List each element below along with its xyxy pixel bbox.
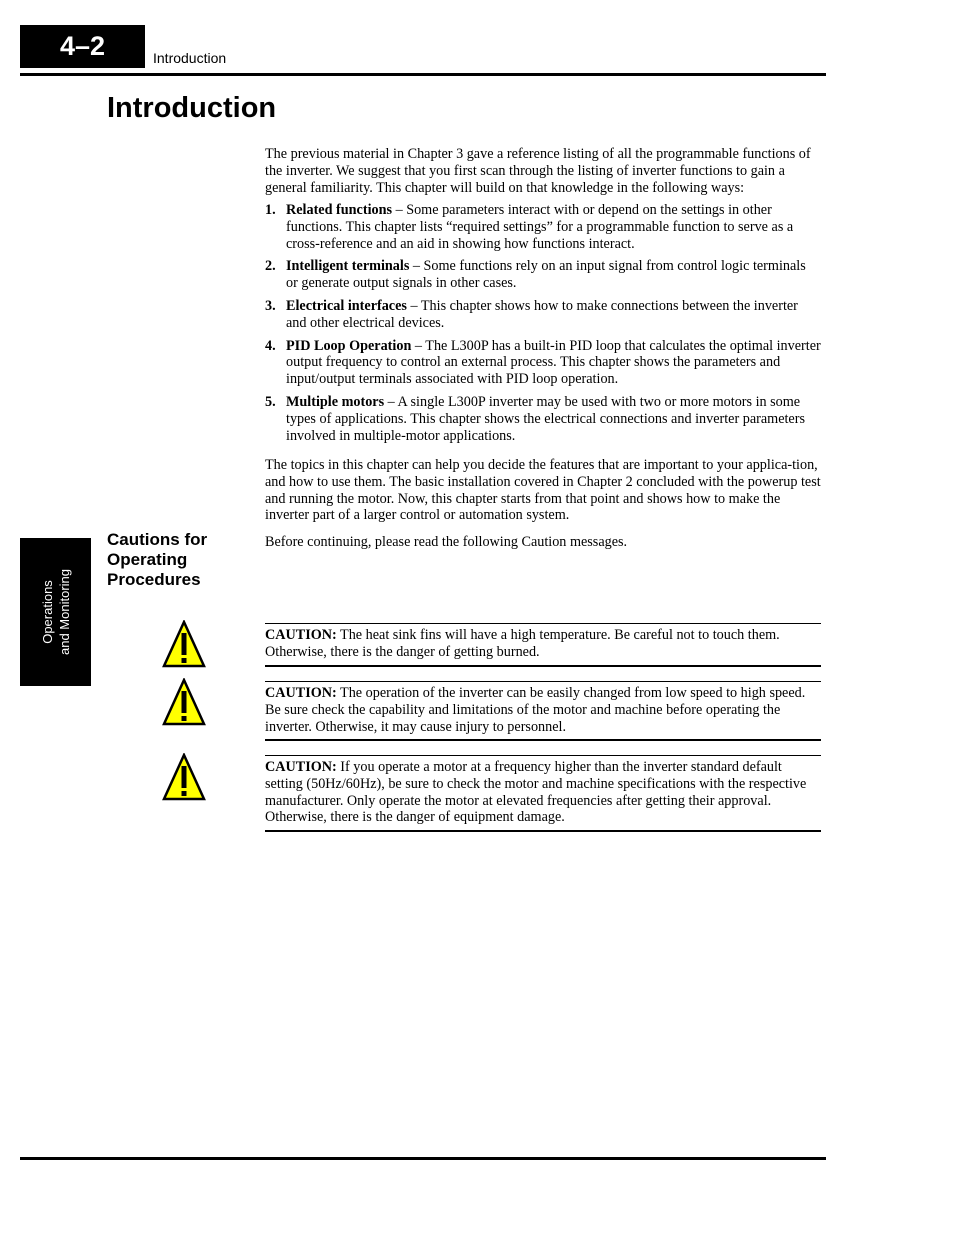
caution-text: If you operate a motor at a frequency higher than the inverter standard default setting (50Hz/60Hz), be sure to check the motor and machine specifications with the respective manufacturer. Only operate the motor at elevated frequencies after getting their approval. Otherwise, there is the danger of equipment damage. <box>265 759 807 826</box>
intro-text: The previous material in Chapter 3 gave a reference listing of all the programmable functions of the inverter. We suggest that you first scan through the listing of inverter functions to gain a general familiarity. This chapter will build on that knowledge in the following ways: <box>265 146 811 196</box>
side-tab-line-1: Operations <box>39 580 55 644</box>
item-term: Intelligent terminals <box>286 258 410 275</box>
cautions-intro <box>265 534 821 551</box>
item-number: 1. <box>265 202 276 218</box>
item-number: 3. <box>265 297 276 314</box>
warning-triangle-icon <box>162 620 206 668</box>
chapter-side-tab <box>20 538 91 686</box>
running-title: Introduction <box>153 50 227 66</box>
list-item <box>265 338 821 388</box>
item-text: – A single L300P inverter may be used with two or more motors in some types of applications. This chapter shows the electrical connections and inverter parameters involved in multiple-motor applications. <box>286 393 805 444</box>
topics-paragraph <box>265 457 821 524</box>
side-tab-label <box>39 569 73 655</box>
caution-text: The heat sink fins will have a high temperature. Be careful not to touch them. Otherwise, there is the danger of getting burned. <box>265 627 780 660</box>
caution-label: CAUTION: <box>265 685 337 701</box>
item-term: PID Loop Operation <box>286 337 412 354</box>
list-item <box>265 258 821 292</box>
warning-triangle-icon <box>162 753 206 801</box>
topics-text: The topics in this chapter can help you decide the features that are important to your applica-tion, and how to use them. The basic installation covered in Chapter 2 concluded with the powerup test and running the motor. Now, this chapter starts from that point and shows how to make the inverter part of a larger control or automation system. <box>265 457 821 524</box>
item-term: Related functions <box>286 202 393 218</box>
item-text: – The L300P has a built-in PID loop that calculates the optimal inverter output frequency to control an external process. This chapter shows the parameters and input/output terminals associated with PID loop operation. <box>286 337 821 388</box>
item-number: 4. <box>265 337 276 354</box>
item-term: Multiple motors <box>286 393 385 410</box>
list-item <box>265 202 821 252</box>
section-heading: Cautions for Operating Procedures <box>107 530 208 589</box>
intro-paragraph <box>265 146 821 196</box>
feature-list <box>265 202 821 450</box>
cautions-intro-text: Before continuing, please read the following Caution messages. <box>265 534 628 550</box>
list-item <box>265 394 821 444</box>
warning-triangle-icon <box>162 678 206 726</box>
item-term: Electrical interfaces <box>286 297 407 314</box>
item-number: 5. <box>265 393 276 410</box>
item-text: – Some parameters interact with or depend on the settings in other functions. This chapter lists “required settings” for a programmable function to serve as a cross-reference and an aid in showing how functions interact. <box>286 202 794 252</box>
page-title: Introduction <box>107 92 277 124</box>
side-tab-line-2: and Monitoring <box>56 569 72 655</box>
item-number: 2. <box>265 258 276 275</box>
header-rule <box>20 73 826 76</box>
caution-text: The operation of the inverter can be easily changed from low speed to high speed. Be sure check the capability and limitations of the motor and machine before operating the inverter. Otherwise, it may cause injury to personnel. <box>265 685 806 735</box>
page-number: 4–2 <box>20 25 145 68</box>
caution-box <box>265 755 821 832</box>
item-text: – This chapter shows how to make connections between the inverter and other electrical devices. <box>286 297 798 331</box>
item-text: – Some functions rely on an input signal from control logic terminals or generate output signals in other cases. <box>286 258 806 292</box>
footer-rule <box>20 1157 826 1160</box>
caution-label: CAUTION: <box>265 627 337 643</box>
caution-box <box>265 623 821 667</box>
list-item <box>265 298 821 332</box>
caution-box <box>265 681 821 741</box>
caution-label: CAUTION: <box>265 759 337 775</box>
